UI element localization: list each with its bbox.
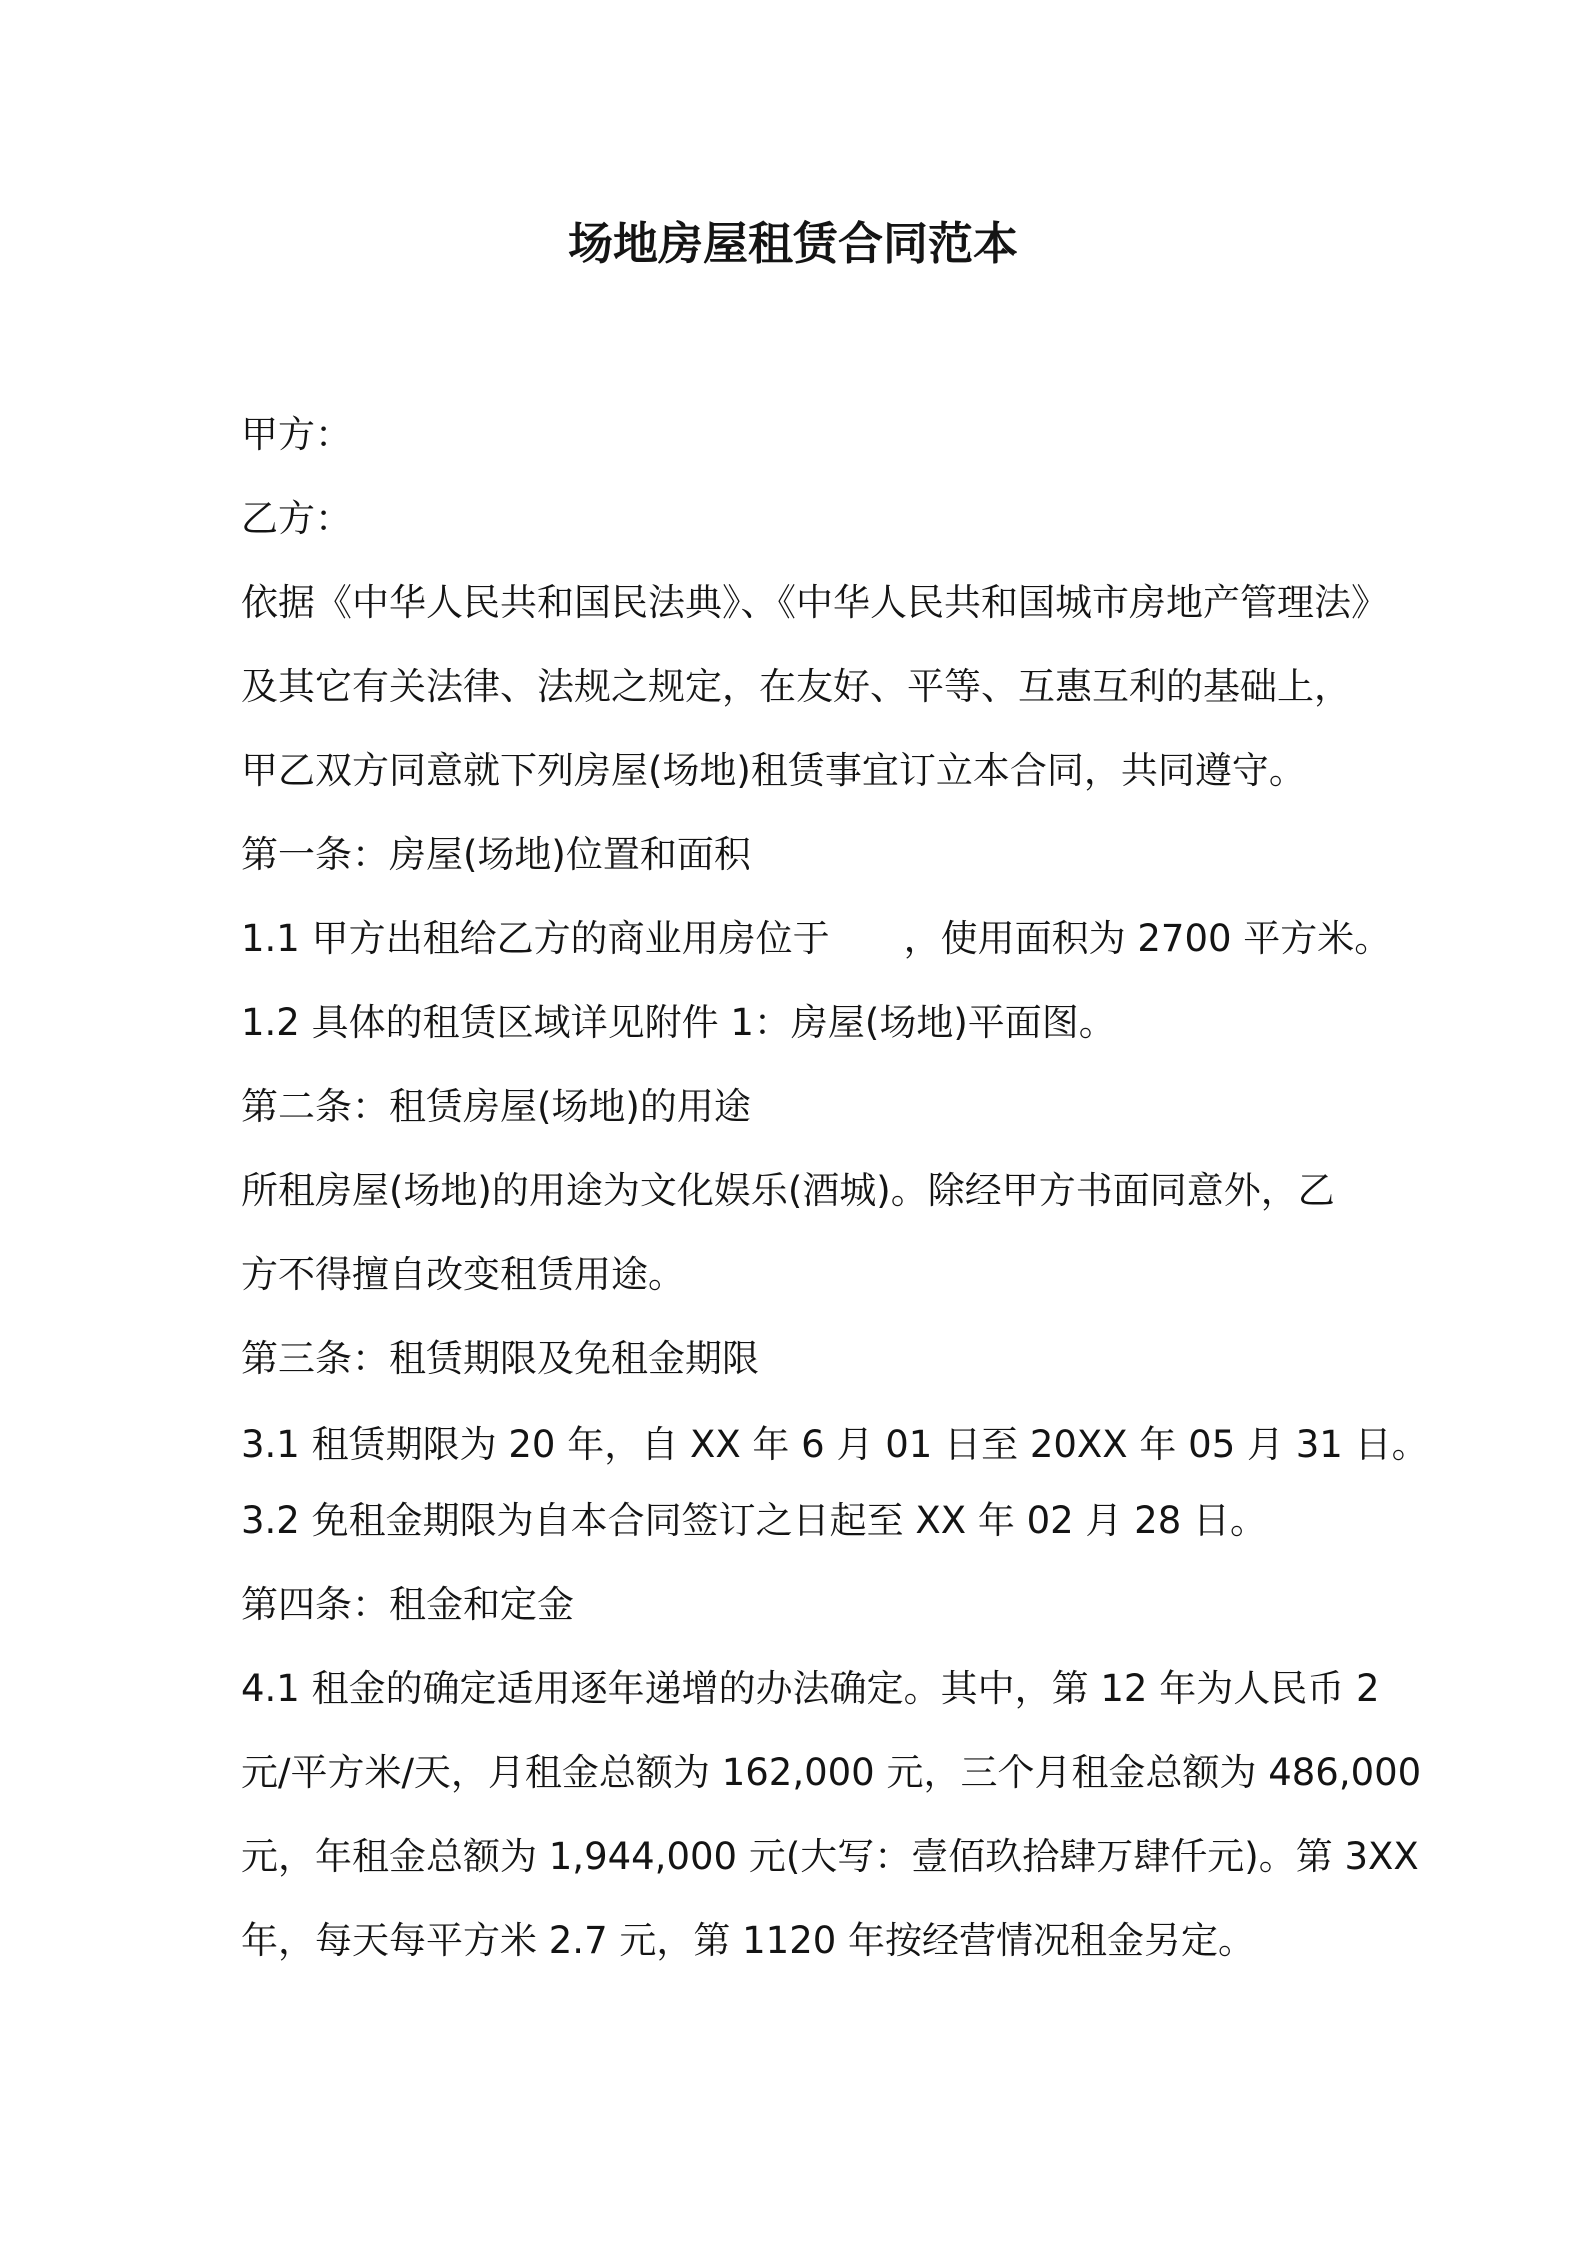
preamble-line-3: 甲乙双方同意就下列房屋(场地)租赁事宜订立本合同，共同遵守。	[241, 749, 1306, 792]
article-1-heading: 第一条：房屋(场地)位置和面积	[241, 833, 751, 876]
clause-4-1-line-3: 元，年租金总额为 1,944,000 元(大写：壹佰玖拾肆万肆仟元)。第 3XX	[241, 1835, 1419, 1878]
article-3-heading: 第三条：租赁期限及免租金期限	[241, 1337, 759, 1380]
party-a-line: 甲方：	[241, 413, 352, 456]
document-title: 场地房屋租赁合同范本	[567, 217, 1018, 270]
clause-4-1-line-1: 4.1 租金的确定适用逐年递增的办法确定。其中，第 12 年为人民币 2	[241, 1667, 1380, 1710]
clause-1-1: 1.1 甲方出租给乙方的商业用房位于 ，使用面积为 2700 平方米。	[241, 917, 1392, 960]
preamble-line-1: 依据《中华人民共和国民法典》、《中华人民共和国城市房地产管理法》	[241, 581, 1388, 624]
article-4-heading: 第四条：租金和定金	[241, 1583, 574, 1626]
clause-4-1-line-2: 元/平方米/天，月租金总额为 162,000 元，三个月租金总额为 486,000	[241, 1751, 1422, 1794]
article-2-text-line-2: 方不得擅自改变租赁用途。	[241, 1253, 685, 1296]
clause-1-2: 1.2 具体的租赁区域详见附件 1：房屋(场地)平面图。	[241, 1001, 1116, 1044]
clause-3-2: 3.2 免租金期限为自本合同签订之日起至 XX 年 02 月 28 日。	[241, 1499, 1268, 1542]
preamble-line-2: 及其它有关法律、法规之规定，在友好、平等、互惠互利的基础上，	[241, 665, 1351, 708]
article-2-heading: 第二条：租赁房屋(场地)的用途	[241, 1085, 751, 1128]
party-b-line: 乙方：	[241, 497, 352, 540]
article-2-text-line-1: 所租房屋(场地)的用途为文化娱乐(酒城)。除经甲方书面同意外，乙	[241, 1169, 1335, 1212]
clause-3-1: 3.1 租赁期限为 20 年，自 XX 年 6 月 01 日至 20XX 年 05 月 31 日。	[241, 1423, 1429, 1466]
clause-4-1-line-4: 年，每天每平方米 2.7 元，第 1120 年按经营情况租金另定。	[241, 1919, 1256, 1962]
